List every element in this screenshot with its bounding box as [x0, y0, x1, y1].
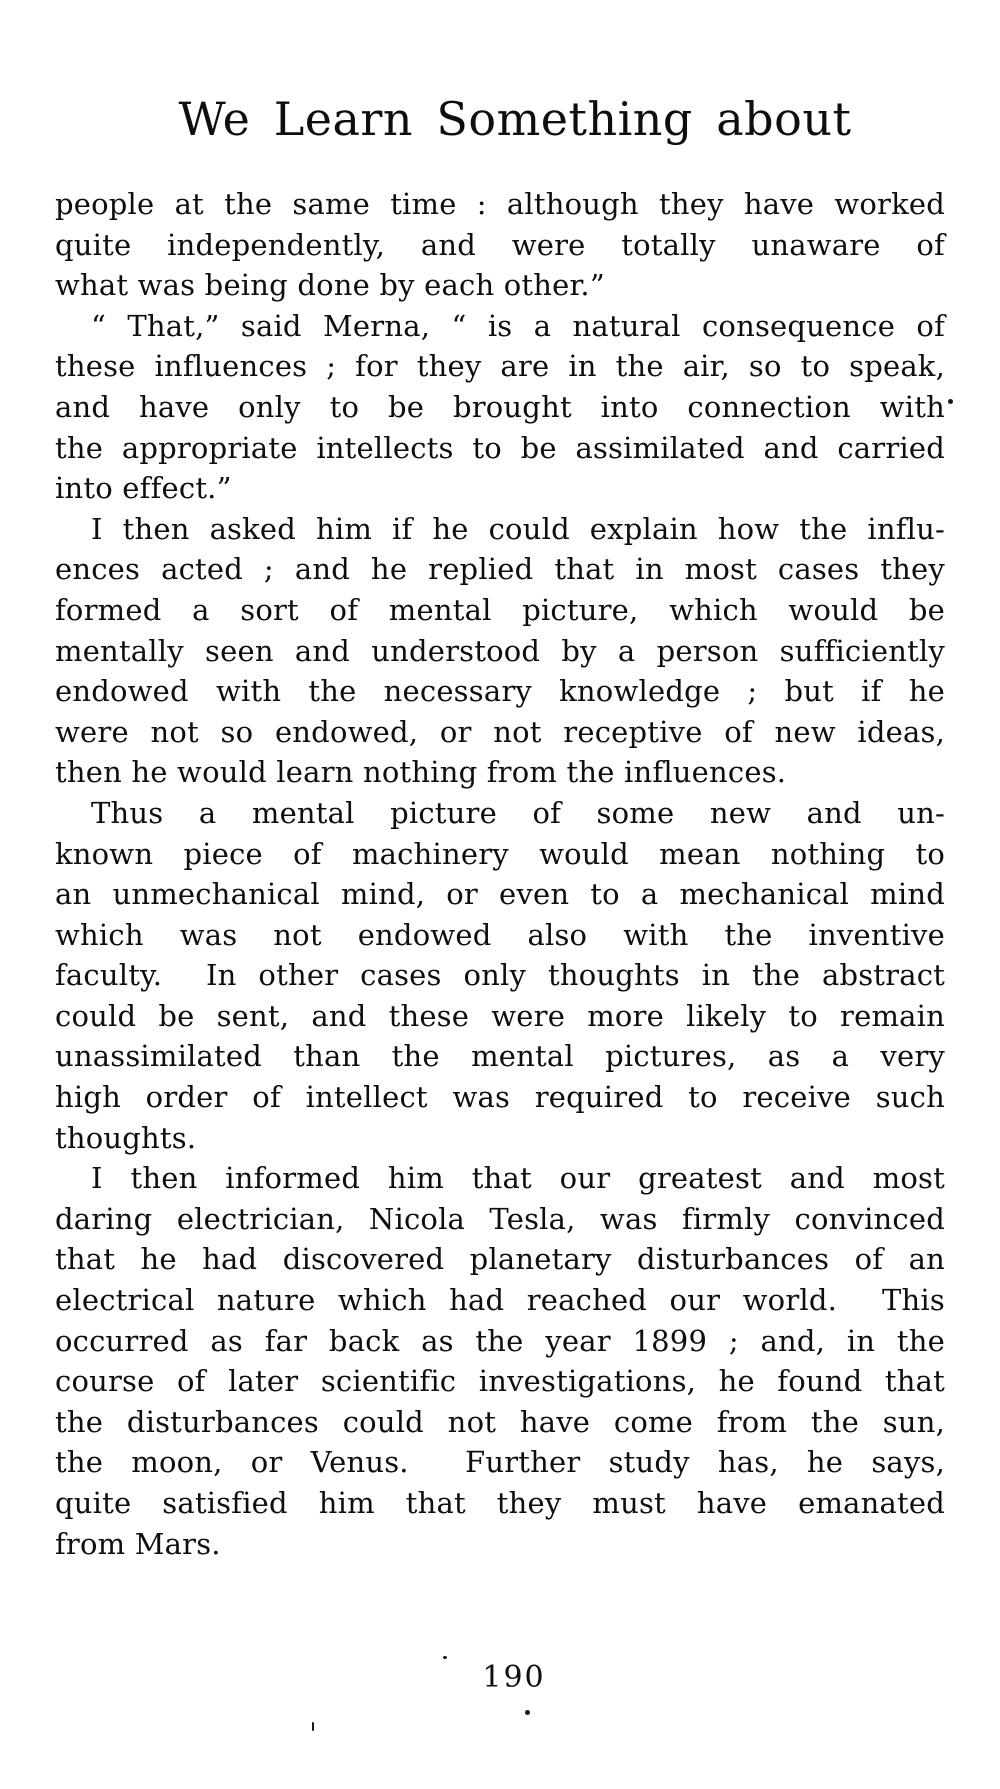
page-body	[55, 184, 945, 1564]
text-line: known piece of machinery would mean nothing to	[55, 836, 945, 871]
text-line: could be sent, and these were more likely to remain	[55, 998, 945, 1033]
text-line: I then asked him if he could explain how the influ-	[91, 511, 945, 546]
text-line: faculty. In other cases only thoughts in the abstract	[55, 958, 945, 993]
scan-speck	[443, 1656, 447, 1659]
text-line: endowed with the necessary knowledge ; but if he	[55, 674, 945, 709]
text-line: high order of intellect was required to receive such	[55, 1080, 945, 1115]
text-line: I then informed him that our greatest and most	[91, 1161, 945, 1196]
scan-speck	[525, 1710, 530, 1715]
text-line: and have only to be brought into connection with	[55, 389, 945, 424]
text-line: mentally seen and understood by a person sufficiently	[55, 633, 945, 668]
page-title: We Learn Something about	[178, 92, 852, 146]
text-line: the disturbances could not have come from the sun,	[55, 1404, 945, 1439]
text-line: occurred as far back as the year 1899 ; and, in the	[55, 1323, 945, 1358]
text-line: daring electrician, Nicola Tesla, was firmly convinced	[55, 1201, 945, 1236]
paragraph	[55, 509, 945, 793]
text-line: unassimilated than the mental pictures, as a very	[55, 1039, 945, 1074]
text-line: formed a sort of mental picture, which would be	[55, 592, 945, 627]
scan-speck	[312, 1722, 314, 1731]
text-line: quite satisfied him that they must have emanated	[55, 1486, 945, 1520]
text-line: course of later scientific investigations, he found that	[55, 1364, 945, 1399]
text-line: the moon, or Venus. Further study has, he says,	[55, 1445, 945, 1480]
paragraph	[55, 1158, 945, 1564]
text-line: from Mars.	[55, 1526, 221, 1561]
text-line: quite independently, and were totally unaware of	[55, 227, 945, 262]
text-line: into effect.”	[55, 471, 232, 506]
text-line: the appropriate intellects to be assimilated and carried	[55, 430, 945, 465]
text-line: Thus a mental picture of some new and un-	[91, 795, 945, 830]
paragraph	[55, 793, 945, 1158]
text-line: ences acted ; and he replied that in most cases they	[55, 552, 945, 587]
text-line: these influences ; for they are in the air, so to speak,	[55, 349, 945, 384]
page-number: 190	[482, 1660, 546, 1695]
text-line: thoughts.	[55, 1120, 197, 1155]
text-line: what was being done by each other.”	[55, 268, 605, 303]
text-line: were not so endowed, or not receptive of new ideas,	[55, 714, 945, 749]
scan-speck	[948, 399, 953, 404]
text-line: then he would learn nothing from the influences.	[55, 755, 787, 790]
paragraph	[55, 306, 945, 509]
text-line: which was not endowed also with the inventive	[55, 917, 945, 952]
text-line: people at the same time : although they have worked	[55, 187, 945, 221]
text-line: an unmechanical mind, or even to a mechanical mind	[55, 877, 945, 912]
text-line: electrical nature which had reached our world. This	[55, 1283, 945, 1318]
text-line: that he had discovered planetary disturbances of an	[55, 1242, 945, 1277]
paragraph	[55, 184, 945, 306]
text-line: “ That,” said Merna, “ is a natural consequence of	[91, 308, 945, 343]
